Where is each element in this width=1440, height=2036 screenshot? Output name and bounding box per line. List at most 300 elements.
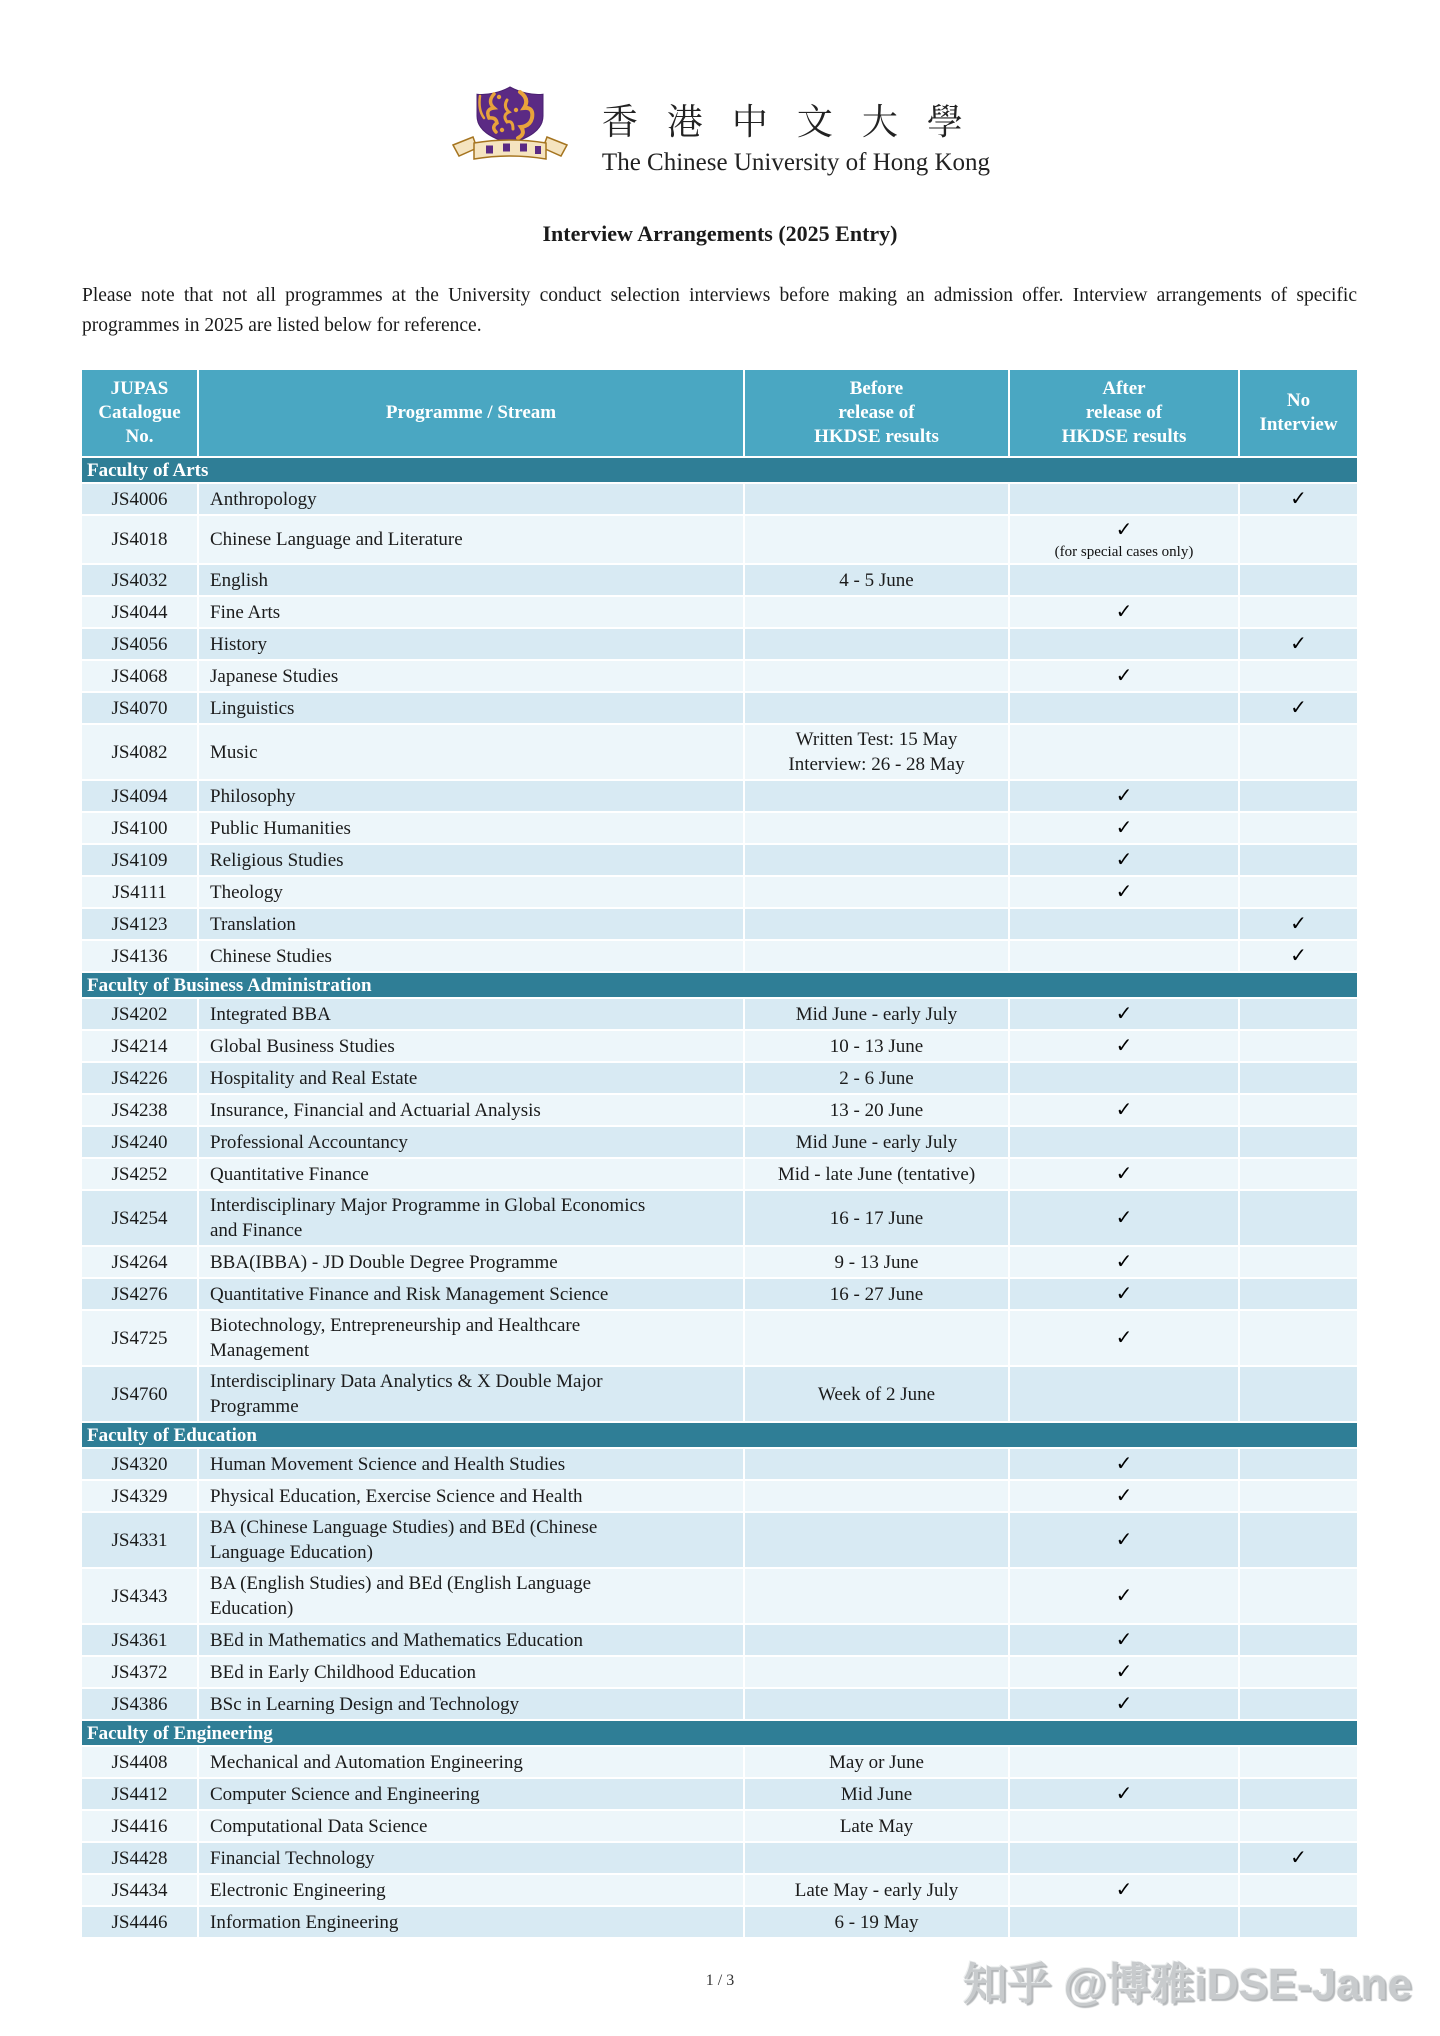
table-row (82, 516, 1357, 565)
programme-cell (199, 661, 745, 691)
no-interview-cell (1240, 1625, 1357, 1655)
before-release-cell (745, 1311, 1010, 1365)
no-interview-cell (1240, 725, 1357, 779)
jupas-code-cell: JS4361 (82, 1625, 199, 1655)
no-interview-cell (1240, 1367, 1357, 1421)
after-release-cell (1010, 1279, 1240, 1309)
jupas-code-cell: JS4428 (82, 1843, 199, 1873)
after-release-cell (1010, 1191, 1240, 1245)
before-release-cell (745, 725, 1010, 779)
after-release-cell (1010, 629, 1240, 659)
jupas-code-cell: JS4343 (82, 1569, 199, 1623)
no-interview-cell (1240, 1191, 1357, 1245)
no-interview-cell (1240, 1811, 1357, 1841)
before-release-cell (745, 999, 1010, 1029)
before-release-cell (745, 1513, 1010, 1567)
table-row (82, 1907, 1357, 1939)
programme-name: BA (Chinese Language Studies) and BEd (Chinese Language Education) (210, 1517, 598, 1563)
programme-name: Computer Science and Engineering (210, 1783, 480, 1805)
table-row (82, 565, 1357, 597)
programme-cell (199, 941, 745, 971)
programme-name: Chinese Language and Literature (210, 529, 463, 550)
table-row (82, 909, 1357, 941)
no-interview-cell (1240, 877, 1357, 907)
table-row (82, 1159, 1357, 1191)
jupas-code-cell: JS4136 (82, 941, 199, 971)
after-release-cell (1010, 1159, 1240, 1189)
programme-name: Chinese Studies (210, 945, 332, 967)
after-release-cell (1010, 661, 1240, 691)
after-release-cell (1010, 1779, 1240, 1809)
before-release-cell (745, 1811, 1010, 1841)
jupas-code-cell: JS4044 (82, 597, 199, 627)
after-release-cell (1010, 813, 1240, 843)
after-release-checkmark-icon: ✓ (1115, 1584, 1133, 1607)
programme-cell (199, 1513, 745, 1567)
jupas-code-cell: JS4070 (82, 693, 199, 723)
table-row (82, 661, 1357, 693)
after-release-cell (1010, 1657, 1240, 1687)
jupas-code-cell: JS4123 (82, 909, 199, 939)
programme-cell (199, 781, 745, 811)
no-interview-cell (1240, 1279, 1357, 1309)
no-interview-cell (1240, 1657, 1357, 1687)
jupas-code-cell: JS4238 (82, 1095, 199, 1125)
before-release-dates: Mid June - early July (795, 1131, 958, 1153)
university-name-chinese: 香 港 中 文 大 學 (601, 102, 973, 142)
no-interview-cell (1240, 941, 1357, 971)
no-interview-checkmark-icon: ✓ (1290, 487, 1307, 510)
after-release-cell (1010, 941, 1240, 971)
after-release-cell (1010, 1063, 1240, 1093)
programme-name: Professional Accountancy (210, 1131, 408, 1153)
jupas-code-cell: JS4214 (82, 1031, 199, 1061)
interview-arrangements-table (82, 370, 1357, 1939)
after-release-checkmark-icon: ✓ (1115, 1282, 1133, 1305)
after-release-cell (1010, 1875, 1240, 1905)
jupas-code-cell: JS4252 (82, 1159, 199, 1189)
programme-name: Global Business Studies (210, 1035, 395, 1057)
table-row (82, 941, 1357, 973)
no-interview-cell (1240, 999, 1357, 1029)
after-release-checkmark-icon: ✓ (1115, 1660, 1133, 1683)
before-release-cell (745, 1449, 1010, 1479)
programme-cell (199, 1843, 745, 1873)
table-row (82, 1279, 1357, 1311)
after-release-cell (1010, 1843, 1240, 1873)
after-release-cell (1010, 1481, 1240, 1511)
no-interview-cell (1240, 516, 1357, 563)
table-row (82, 1191, 1357, 1247)
table-row (82, 1843, 1357, 1875)
before-release-cell (745, 1779, 1010, 1809)
jupas-code-cell: JS4100 (82, 813, 199, 843)
no-interview-cell (1240, 1569, 1357, 1623)
jupas-code-cell: JS4082 (82, 725, 199, 779)
before-release-dates: 2 - 6 June (839, 1067, 914, 1089)
after-release-cell (1010, 516, 1240, 563)
programme-name: Mechanical and Automation Engineering (210, 1751, 523, 1773)
table-row (82, 597, 1357, 629)
before-release-dates: Late May (839, 1815, 914, 1837)
programme-cell (199, 1689, 745, 1719)
programme-cell (199, 1367, 745, 1421)
programme-name: Physical Education, Exercise Science and Health (210, 1485, 583, 1507)
before-release-dates: 9 - 13 June (834, 1251, 919, 1273)
before-release-dates: Written Test: 15 May Interview: 26 - 28 May (788, 729, 965, 775)
before-release-cell (745, 1127, 1010, 1157)
after-release-checkmark-icon: ✓ (1115, 600, 1133, 623)
before-release-cell (745, 813, 1010, 843)
no-interview-cell (1240, 1031, 1357, 1061)
programme-name: BEd in Early Childhood Education (210, 1661, 476, 1683)
programme-cell (199, 1811, 745, 1841)
faculty-section-header: Faculty of Engineering (82, 1721, 1357, 1747)
table-row (82, 1689, 1357, 1721)
jupas-code-cell: JS4412 (82, 1779, 199, 1809)
after-release-cell (1010, 1367, 1240, 1421)
jupas-code-cell: JS4760 (82, 1367, 199, 1421)
jupas-code-cell: JS4032 (82, 565, 199, 595)
programme-cell (199, 725, 745, 779)
programme-cell (199, 1481, 745, 1511)
before-release-cell (745, 1843, 1010, 1873)
jupas-code-cell: JS4254 (82, 1191, 199, 1245)
after-release-checkmark-icon: ✓ (1115, 1484, 1133, 1507)
before-release-cell (745, 1095, 1010, 1125)
no-interview-cell (1240, 909, 1357, 939)
before-release-cell (745, 693, 1010, 723)
programme-name: Electronic Engineering (210, 1879, 386, 1901)
table-row (82, 1311, 1357, 1367)
before-release-cell (745, 845, 1010, 875)
table-row (82, 845, 1357, 877)
no-interview-cell (1240, 1747, 1357, 1777)
after-release-cell (1010, 1747, 1240, 1777)
table-row (82, 1031, 1357, 1063)
table-row (82, 725, 1357, 781)
intro-paragraph: Please note that not all programmes at the University conduct selection interviews before making an admission offer. Interview arrangements of specific programmes in 2025 are listed below for reference. (82, 285, 1357, 336)
after-release-cell (1010, 1311, 1240, 1365)
logo-text-block (602, 94, 990, 177)
programme-cell (199, 1063, 745, 1093)
table-row (82, 484, 1357, 516)
before-release-dates: Mid June - early July (795, 1003, 958, 1025)
before-release-cell (745, 1625, 1010, 1655)
after-release-checkmark-icon: ✓ (1115, 1206, 1133, 1229)
programme-cell (199, 1159, 745, 1189)
before-release-cell (745, 597, 1010, 627)
jupas-code-cell: JS4386 (82, 1689, 199, 1719)
programme-cell (199, 1449, 745, 1479)
after-release-cell (1010, 1811, 1240, 1841)
table-header-row (82, 370, 1357, 458)
programme-name: Hospitality and Real Estate (210, 1067, 418, 1089)
page-number: 1 / 3 (705, 1972, 735, 1989)
after-release-cell (1010, 781, 1240, 811)
after-release-checkmark-icon: ✓ (1115, 1250, 1133, 1273)
programme-name: Interdisciplinary Data Analytics & X Double Major Programme (210, 1371, 603, 1417)
programme-name: Interdisciplinary Major Programme in Global Economics and Finance (210, 1195, 646, 1241)
after-release-cell (1010, 1127, 1240, 1157)
table-row (82, 1875, 1357, 1907)
table-row (82, 629, 1357, 661)
before-release-dates: May or June (829, 1751, 924, 1773)
no-interview-cell (1240, 1127, 1357, 1157)
after-release-checkmark-icon: ✓ (1115, 1628, 1133, 1651)
table-row (82, 1569, 1357, 1625)
table-row (82, 1625, 1357, 1657)
programme-name: Integrated BBA (210, 1003, 331, 1025)
jupas-code-cell: JS4331 (82, 1513, 199, 1567)
programme-name: Japanese Studies (210, 665, 339, 687)
programme-cell (199, 1779, 745, 1809)
before-release-cell (745, 484, 1010, 514)
before-release-cell (745, 1689, 1010, 1719)
after-release-cell (1010, 1449, 1240, 1479)
jupas-code-cell: JS4109 (82, 845, 199, 875)
after-release-cell (1010, 565, 1240, 595)
table-row (82, 1367, 1357, 1423)
jupas-code-cell: JS4408 (82, 1747, 199, 1777)
programme-cell (199, 1657, 745, 1687)
jupas-code-cell: JS4264 (82, 1247, 199, 1277)
no-interview-checkmark-icon: ✓ (1290, 944, 1307, 967)
table-row (82, 1481, 1357, 1513)
programme-name: Biotechnology, Entrepreneurship and Healthcare Management (210, 1315, 581, 1361)
programme-cell (199, 1127, 745, 1157)
no-interview-checkmark-icon: ✓ (1290, 912, 1307, 935)
jupas-code-cell: JS4018 (82, 516, 199, 563)
after-release-cell (1010, 1095, 1240, 1125)
no-interview-cell (1240, 661, 1357, 691)
no-interview-cell (1240, 484, 1357, 514)
after-release-cell (1010, 597, 1240, 627)
after-release-cell (1010, 1689, 1240, 1719)
before-release-cell (745, 1279, 1010, 1309)
jupas-code-cell: JS4434 (82, 1875, 199, 1905)
after-release-checkmark-icon: ✓ (1115, 848, 1133, 871)
programme-name: Quantitative Finance and Risk Management Science (210, 1283, 609, 1305)
jupas-code-cell: JS4320 (82, 1449, 199, 1479)
after-release-cell (1010, 1569, 1240, 1623)
before-release-cell (745, 1747, 1010, 1777)
programme-cell (199, 484, 745, 514)
after-release-cell (1010, 693, 1240, 723)
table-row (82, 1247, 1357, 1279)
before-release-dates: 16 - 27 June (829, 1283, 924, 1305)
after-release-checkmark-icon: ✓ (1115, 1878, 1133, 1901)
column-header-jupas-no: JUPAS Catalogue No. (82, 370, 199, 456)
jupas-code-cell: JS4240 (82, 1127, 199, 1157)
no-interview-cell (1240, 1843, 1357, 1873)
after-release-cell (1010, 999, 1240, 1029)
programme-cell (199, 1031, 745, 1061)
programme-cell (199, 693, 745, 723)
jupas-code-cell: JS4446 (82, 1907, 199, 1937)
no-interview-cell (1240, 813, 1357, 843)
before-release-dates: 13 - 20 June (829, 1099, 924, 1121)
no-interview-cell (1240, 1247, 1357, 1277)
programme-cell (199, 1095, 745, 1125)
no-interview-cell (1240, 781, 1357, 811)
programme-name: Translation (210, 913, 296, 935)
programme-name: BA (English Studies) and BEd (English Language Education) (210, 1573, 592, 1619)
no-interview-cell (1240, 1481, 1357, 1511)
before-release-dates: 16 - 17 June (829, 1207, 924, 1229)
programme-cell (199, 1247, 745, 1277)
watermark-text: 知乎 @博雅iDSE-Jane (963, 1960, 1412, 2009)
after-release-checkmark-icon: ✓ (1115, 1692, 1133, 1715)
table-row (82, 1449, 1357, 1481)
after-release-checkmark-icon: ✓ (1115, 784, 1133, 807)
before-release-cell (745, 909, 1010, 939)
programme-cell (199, 909, 745, 939)
jupas-code-cell: JS4094 (82, 781, 199, 811)
programme-name: Fine Arts (210, 601, 281, 623)
programme-name: BEd in Mathematics and Mathematics Education (210, 1629, 584, 1651)
after-release-cell (1010, 725, 1240, 779)
after-release-cell (1010, 909, 1240, 939)
programme-name: Financial Technology (210, 1847, 375, 1869)
no-interview-cell (1240, 1779, 1357, 1809)
before-release-cell (745, 516, 1010, 563)
before-release-cell (745, 781, 1010, 811)
programme-cell (199, 1191, 745, 1245)
before-release-cell (745, 1063, 1010, 1093)
after-release-cell (1010, 1247, 1240, 1277)
programme-name: English (210, 569, 269, 591)
before-release-cell (745, 1875, 1010, 1905)
programme-cell (199, 1747, 745, 1777)
before-release-cell (745, 629, 1010, 659)
before-release-cell (745, 661, 1010, 691)
no-interview-cell (1240, 1311, 1357, 1365)
programme-cell (199, 1875, 745, 1905)
after-release-checkmark-icon: ✓ (1115, 816, 1133, 839)
no-interview-cell (1240, 1449, 1357, 1479)
before-release-cell (745, 1481, 1010, 1511)
no-interview-cell (1240, 1689, 1357, 1719)
jupas-code-cell: JS4372 (82, 1657, 199, 1687)
after-release-checkmark-icon: ✓ (1115, 1326, 1133, 1349)
no-interview-checkmark-icon: ✓ (1290, 696, 1307, 719)
jupas-code-cell: JS4111 (82, 877, 199, 907)
table-row (82, 1657, 1357, 1689)
programme-cell (199, 1907, 745, 1937)
faculty-section-header: Faculty of Arts (82, 458, 1357, 484)
programme-cell (199, 845, 745, 875)
after-release-checkmark-icon: ✓ (1115, 1162, 1133, 1185)
after-release-checkmark-icon: ✓ (1115, 1782, 1133, 1805)
programme-cell (199, 1279, 745, 1309)
before-release-dates: 4 - 5 June (839, 569, 914, 591)
table-row (82, 1747, 1357, 1779)
programme-cell (199, 597, 745, 627)
after-release-cell (1010, 1907, 1240, 1937)
table-row (82, 1063, 1357, 1095)
after-release-checkmark-icon: ✓ (1115, 880, 1133, 903)
before-release-cell (745, 1907, 1010, 1937)
university-name-english: The Chinese University of Hong Kong (601, 149, 991, 176)
no-interview-cell (1240, 1875, 1357, 1905)
table-row (82, 877, 1357, 909)
programme-cell (199, 565, 745, 595)
programme-name: Anthropology (210, 488, 317, 510)
after-release-checkmark-icon: ✓ (1115, 1098, 1133, 1121)
programme-name: Computational Data Science (210, 1815, 428, 1837)
page-title: Interview Arrangements (2025 Entry) (542, 221, 898, 246)
no-interview-checkmark-icon: ✓ (1290, 1846, 1307, 1869)
programme-name: Theology (210, 881, 283, 903)
column-header-programme: Programme / Stream (199, 370, 745, 456)
after-release-checkmark-icon: ✓ (1115, 1002, 1133, 1025)
before-release-cell (745, 1159, 1010, 1189)
before-release-cell (745, 1191, 1010, 1245)
jupas-code-cell: JS4202 (82, 999, 199, 1029)
before-release-dates: Mid June (840, 1783, 913, 1805)
no-interview-cell (1240, 1513, 1357, 1567)
programme-name: Religious Studies (210, 849, 344, 871)
table-row (82, 999, 1357, 1031)
before-release-cell (745, 1367, 1010, 1421)
column-header-after-release: After release of HKDSE results (1010, 370, 1240, 456)
before-release-cell (745, 941, 1010, 971)
programme-name: Human Movement Science and Health Studies (210, 1453, 566, 1475)
before-release-dates: 10 - 13 June (829, 1035, 924, 1057)
programme-name: Insurance, Financial and Actuarial Analysis (210, 1099, 541, 1121)
no-interview-checkmark-icon: ✓ (1290, 632, 1307, 655)
jupas-code-cell: JS4329 (82, 1481, 199, 1511)
after-release-checkmark-icon: ✓ (1115, 1034, 1133, 1057)
jupas-code-cell: JS4006 (82, 484, 199, 514)
no-interview-cell (1240, 1063, 1357, 1093)
column-header-no-interview: No Interview (1240, 370, 1357, 456)
after-release-checkmark-icon: ✓ (1115, 664, 1133, 687)
no-interview-cell (1240, 1159, 1357, 1189)
programme-cell (199, 629, 745, 659)
jupas-code-cell: JS4226 (82, 1063, 199, 1093)
programme-name: Music (210, 741, 258, 763)
after-release-checkmark-icon: ✓ (1115, 519, 1133, 541)
before-release-cell (745, 1657, 1010, 1687)
after-release-cell (1010, 1625, 1240, 1655)
before-release-dates: Late May - early July (794, 1879, 959, 1901)
table-row (82, 781, 1357, 813)
table-row (82, 813, 1357, 845)
no-interview-cell (1240, 565, 1357, 595)
after-release-cell (1010, 484, 1240, 514)
table-row (82, 1779, 1357, 1811)
after-release-checkmark-icon: ✓ (1115, 1528, 1133, 1551)
before-release-dates: Week of 2 June (817, 1383, 936, 1405)
programme-name: Linguistics (210, 697, 295, 719)
programme-cell (199, 1311, 745, 1365)
programme-name: BBA(IBBA) - JD Double Degree Programme (210, 1251, 558, 1273)
jupas-code-cell: JS4276 (82, 1279, 199, 1309)
programme-name: Public Humanities (210, 817, 351, 839)
university-logo (0, 0, 1440, 177)
before-release-dates: Mid - late June (tentative) (777, 1163, 976, 1185)
before-release-dates: 6 - 19 May (834, 1911, 919, 1933)
programme-cell (199, 516, 745, 563)
jupas-code-cell: JS4416 (82, 1811, 199, 1841)
before-release-cell (745, 877, 1010, 907)
after-release-cell (1010, 845, 1240, 875)
table-row (82, 693, 1357, 725)
programme-name: History (210, 633, 267, 655)
before-release-cell (745, 1247, 1010, 1277)
